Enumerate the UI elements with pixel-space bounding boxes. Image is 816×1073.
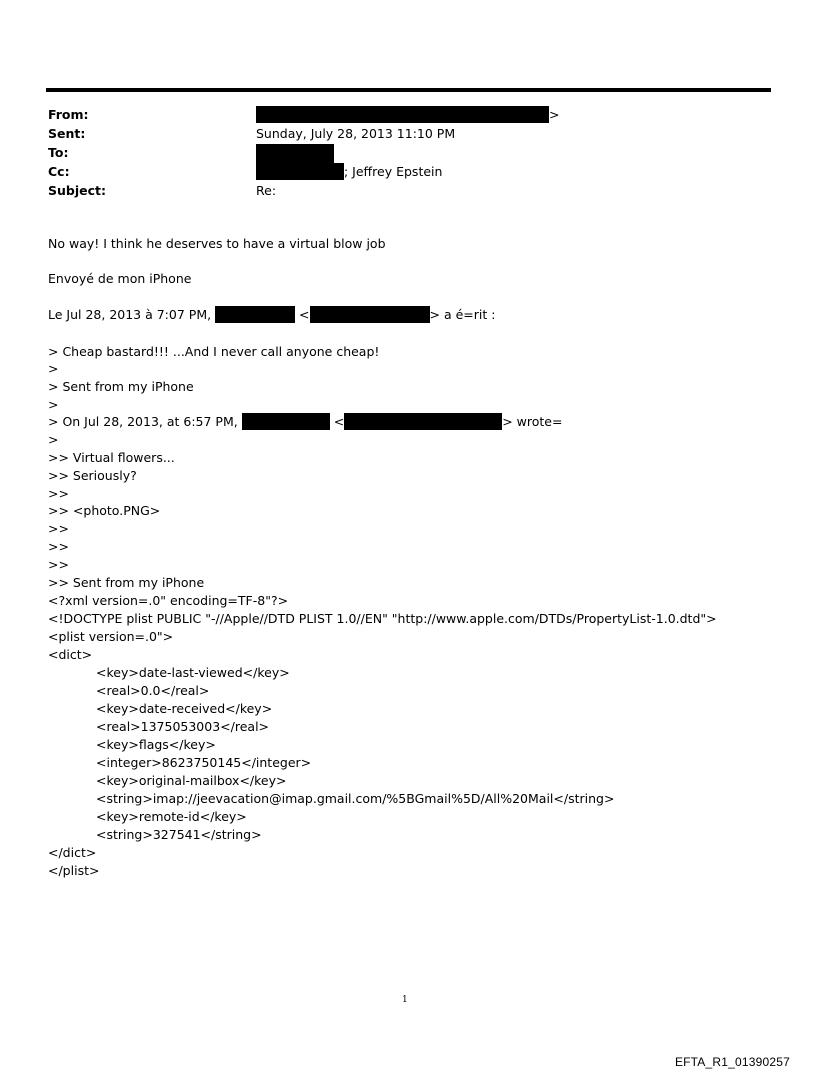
plist-line: <real>1375053003</real> [96, 719, 270, 734]
plist-line: <key>original-mailbox</key> [96, 773, 287, 788]
quote-line: > [48, 397, 59, 412]
from-label: From: [48, 107, 89, 122]
subject-label: Subject: [48, 183, 106, 198]
quote-line: >> [48, 521, 69, 536]
plist-line: <real>0.0</real> [96, 683, 210, 698]
quote-line: > [48, 432, 59, 447]
quote-line: >> [48, 539, 69, 554]
document-id: EFTA_R1_01390257 [674, 1055, 790, 1069]
quote-line [48, 413, 562, 431]
plist-line: <dict> [48, 647, 93, 662]
plist-line: <key>date-received</key> [96, 701, 273, 716]
sent-value: Sunday, July 28, 2013 11:10 PM [256, 126, 456, 141]
plist-line: <key>remote-id</key> [96, 809, 247, 824]
plist-line: <integer>8623750145</integer> [96, 755, 312, 770]
message-line: No way! I think he deserves to have a virtual blow job [48, 236, 386, 251]
redaction-box [242, 413, 330, 430]
quote-line: >> Sent from my iPhone [48, 575, 205, 590]
quote-line: >> [48, 486, 69, 501]
quote-intro-text: > On Jul 28, 2013, at 6:57 PM, [48, 414, 238, 429]
redaction-box [256, 144, 334, 163]
from-value [256, 106, 559, 124]
to-value [256, 144, 334, 163]
signature-line: Envoyé de mon iPhone [48, 271, 192, 286]
reply-intro-bracket: < [299, 307, 310, 322]
plist-line: <key>date-last-viewed</key> [96, 665, 290, 680]
redaction-box [256, 106, 549, 123]
quote-intro-bracket: < [333, 414, 345, 429]
sent-label: Sent: [48, 126, 86, 141]
plist-line: <string>imap://jeevacation@imap.gmail.com/%5BGmail%5D/All%20Mail</string> [96, 791, 615, 806]
to-label: To: [48, 145, 69, 160]
quote-line: >> [48, 557, 69, 572]
quote-line: >> <photo.PNG> [48, 503, 161, 518]
plist-line: </plist> [48, 863, 100, 878]
quote-line: > [48, 361, 59, 376]
quote-line: > Sent from my iPhone [48, 379, 194, 394]
plist-line: <key>flags</key> [96, 737, 216, 752]
redaction-box [310, 306, 430, 323]
plist-line: <!DOCTYPE plist PUBLIC "-//Apple//DTD PLIST 1.0//EN" "http://www.apple.com/DTDs/PropertyList-1.0.dtd"> [48, 611, 717, 626]
quote-intro-tail: > wrote= [502, 414, 563, 429]
quote-line: > Cheap bastard!!! ...And I never call anyone cheap! [48, 344, 380, 359]
cc-value [256, 163, 442, 181]
header-rule [46, 88, 771, 92]
reply-intro-text: Le Jul 28, 2013 à 7:07 PM, [48, 307, 212, 322]
from-suffix: > [549, 107, 560, 122]
reply-intro-tail: > a é=rit : [429, 307, 496, 322]
plist-line: </dict> [48, 845, 97, 860]
plist-line: <string>327541</string> [96, 827, 262, 842]
cc-label: Cc: [48, 164, 70, 179]
redaction-box [256, 163, 344, 180]
page-number: 1 [402, 995, 408, 1005]
plist-line: <?xml version=.0" encoding=TF-8"?> [48, 593, 289, 608]
redaction-box [344, 413, 502, 430]
reply-intro [48, 306, 495, 324]
cc-suffix: ; Jeffrey Epstein [344, 164, 443, 179]
plist-line: <plist version=.0"> [48, 629, 174, 644]
quote-line: >> Seriously? [48, 468, 137, 483]
redaction-box [215, 306, 295, 323]
subject-value: Re: [256, 183, 277, 198]
quote-line: >> Virtual flowers... [48, 450, 175, 465]
